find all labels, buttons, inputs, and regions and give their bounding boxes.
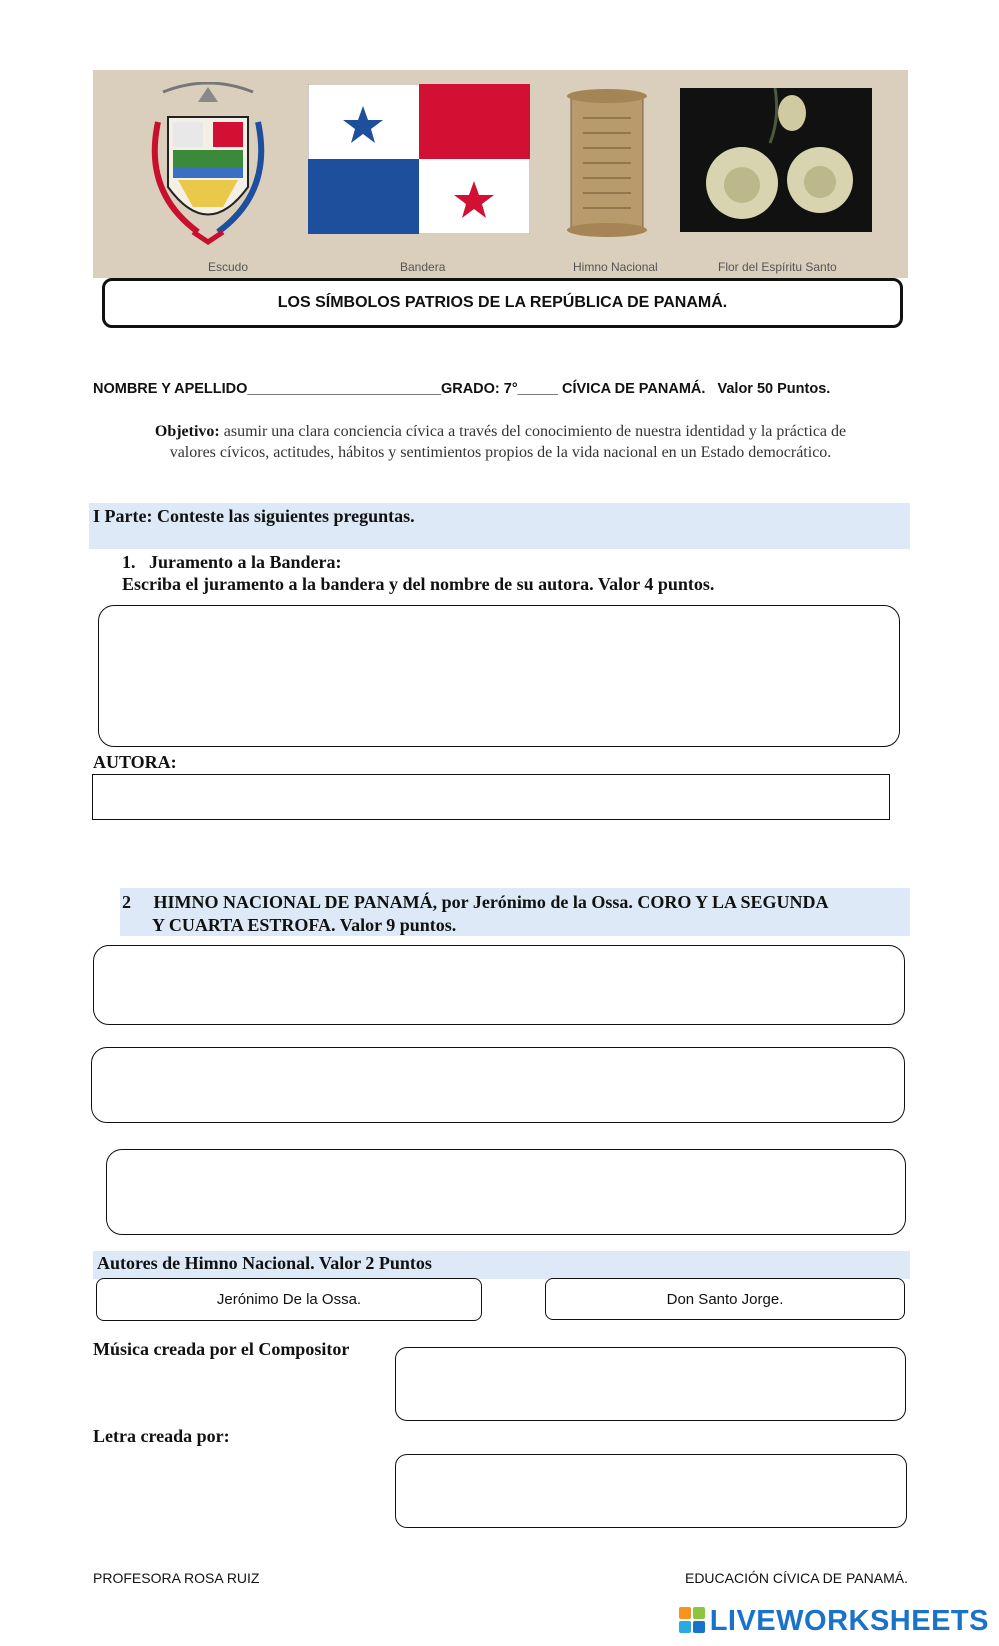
author-answer-box[interactable] bbox=[92, 774, 890, 820]
anthem-chorus-box[interactable] bbox=[93, 945, 905, 1025]
anthem-scroll-icon bbox=[561, 88, 653, 238]
authors-heading: Autores de Himno Nacional. Valor 2 Puntos bbox=[97, 1253, 432, 1273]
objective-text-line1: asumir una clara conciencia cívica a través del conocimiento de nuestra identidad y la práctica de bbox=[219, 423, 847, 440]
question-1 bbox=[122, 551, 714, 595]
footer-subject: EDUCACIÓN CÍVICA DE PANAMÁ. bbox=[684, 1570, 908, 1586]
lyrics-author-dropzone[interactable] bbox=[395, 1454, 907, 1528]
q2-line1: HIMNO NACIONAL DE PANAMÁ, por Jerónimo de la Ossa. CORO Y LA SEGUNDA bbox=[153, 892, 829, 912]
q1-instruction: Escriba el juramento a la bandera y del nombre de su autora. Valor 4 puntos. bbox=[122, 574, 715, 594]
part1-heading: I Parte: Conteste las siguientes preguntas. bbox=[93, 506, 415, 526]
liveworksheets-logo-icon bbox=[679, 1607, 707, 1635]
caption-flor: Flor del Espíritu Santo bbox=[718, 260, 837, 274]
q2-line2: Y CUARTA ESTROFA. Valor 9 puntos. bbox=[152, 915, 457, 935]
caption-bandera: Bandera bbox=[400, 260, 446, 274]
music-composer-label: Música creada por el Compositor bbox=[93, 1339, 350, 1359]
lyrics-author-label: Letra creada por: bbox=[93, 1426, 230, 1446]
q1-title: Juramento a la Bandera: bbox=[149, 552, 342, 572]
student-info-line: NOMBRE Y APELLIDO________________________GRADO: 7°_____ CÍVICA DE PANAMÁ. Valor 50 Puntos. bbox=[93, 381, 831, 397]
q2-number: 2 bbox=[122, 892, 131, 912]
liveworksheets-logo bbox=[679, 1604, 989, 1638]
objective-label: Objetivo: bbox=[154, 423, 220, 440]
objective bbox=[93, 421, 908, 463]
question-2 bbox=[122, 891, 829, 937]
worksheet-title: LOS SÍMBOLOS PATRIOS DE LA REPÚBLICA DE PANAMÁ. bbox=[102, 278, 903, 328]
objective-text-line2: valores cívicos, actitudes, hábitos y sentimientos propios de la vida nacional en un Estado democrático. bbox=[169, 444, 832, 461]
panama-flag-icon bbox=[308, 84, 530, 234]
q1-number: 1. bbox=[122, 552, 136, 572]
liveworksheets-logo-text: LIVEWORKSHEETS bbox=[709, 1604, 989, 1637]
footer-teacher: PROFESORA ROSA RUIZ bbox=[93, 1570, 260, 1586]
coat-of-arms-icon bbox=[143, 82, 273, 252]
patriotic-symbols-banner bbox=[93, 70, 908, 278]
pledge-answer-box[interactable] bbox=[98, 605, 900, 747]
author-option-ossa[interactable]: Jerónimo De la Ossa. bbox=[96, 1278, 482, 1321]
author-label: AUTORA: bbox=[93, 752, 177, 772]
anthem-fourth-stanza-box[interactable] bbox=[106, 1149, 906, 1235]
caption-himno: Himno Nacional bbox=[573, 260, 658, 274]
holy-spirit-flower-icon bbox=[680, 88, 872, 232]
caption-escudo: Escudo bbox=[208, 260, 249, 274]
anthem-second-stanza-box[interactable] bbox=[91, 1047, 905, 1123]
music-composer-dropzone[interactable] bbox=[395, 1347, 906, 1421]
author-option-jorge[interactable]: Don Santo Jorge. bbox=[545, 1278, 905, 1320]
